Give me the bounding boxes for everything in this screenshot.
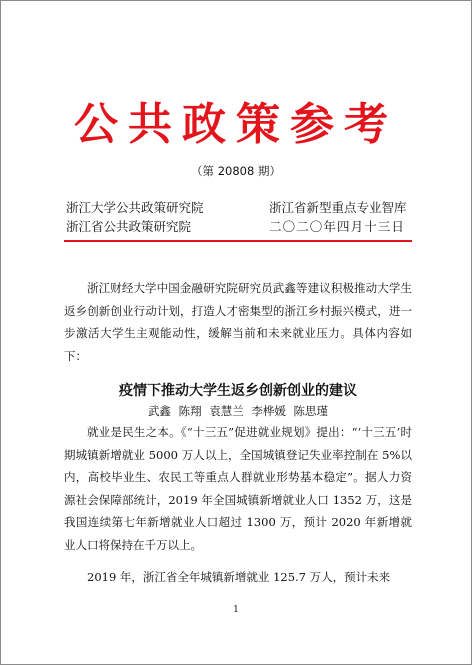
publisher-right-1: 浙江省新型重点专业智库 (269, 200, 407, 215)
body-paragraph-1: 就业是民生之本。《“十三五”促进就业规划》提出：“‘十三五’时期城镇新增就业 5000 万人以上，全国城镇登记失业率控制在 5%以内，高校毕业生、农民工等重点人群就业形势基本稳定”。据人力资源社会保障部统计，2019 年全国城镇新增就业人口 1352 万，这是我国连续第七年新增就业人口超过 1300 万，预计 2020 年新增就业人口将保持在千万以上。 (64, 425, 412, 552)
publisher-left-2: 浙江省公共政策研究院 (66, 219, 192, 234)
body-paragraph-2: 2019 年，浙江省全年城镇新增就业 125.7 万人，预计未来 (87, 570, 391, 584)
masthead-title: 公共政策参考 (74, 99, 398, 150)
header-divider (64, 240, 412, 242)
publisher-left-1: 浙江大学公共政策研究院 (66, 200, 204, 215)
intro-paragraph: 浙江财经大学中国金融研究院研究员武鑫等建议积极推动大学生返乡创新创业行动计划，打造人才密集型的浙江乡村振兴模式，进一步激活大学生主观能动性，缓解当前和未来就业压力。具体内容如下： (64, 281, 412, 363)
article-authors: 武鑫 陈翔 袁慧兰 李桦媛 陈思瑾 (147, 404, 329, 418)
publication-date: 二〇二〇年四月十三日 (269, 219, 406, 234)
issue-number: （第 20808 期） (191, 164, 281, 178)
article-title: 疫情下推动大学生返乡创新创业的建议 (119, 383, 357, 399)
page-number: 1 (233, 605, 239, 615)
